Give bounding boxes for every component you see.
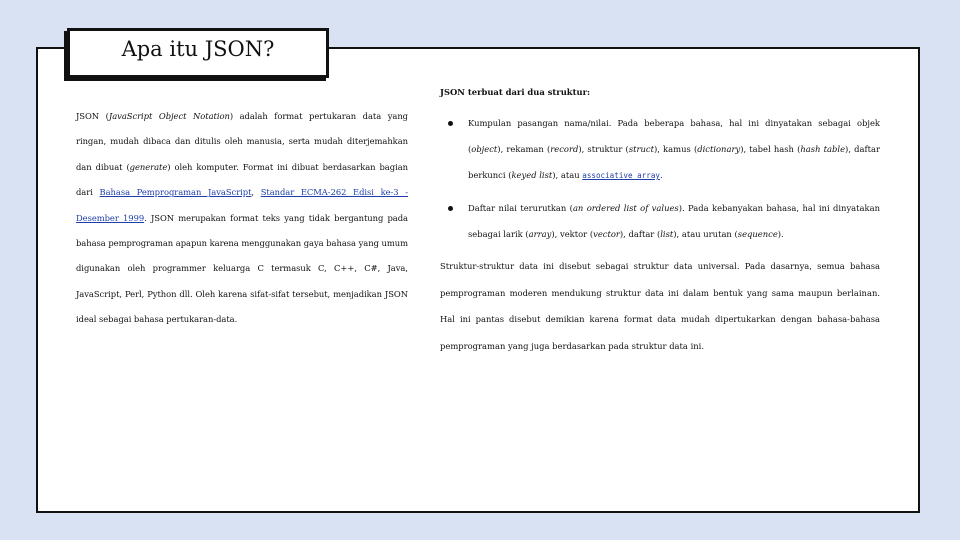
text-segment: Daftar nilai terurutkan ( — [468, 203, 573, 213]
generate-term: generate — [129, 161, 168, 172]
javascript-language-link[interactable]: Bahasa Pemprograman JavaScript — [99, 187, 252, 198]
italic-term: vector — [593, 229, 620, 239]
italic-term: object — [471, 144, 498, 154]
title-box — [67, 28, 329, 78]
structures-list — [440, 110, 880, 247]
list-item-ordered-values — [440, 195, 880, 247]
bullet-icon — [448, 121, 453, 126]
italic-term: hash table — [800, 144, 846, 154]
text-segment: ), kamus ( — [653, 144, 698, 154]
json-definition-paragraph — [76, 104, 408, 333]
text-segment: ), tabel hash ( — [740, 144, 801, 154]
text-segment: ), struktur ( — [578, 144, 629, 154]
text-segment: ), vektor ( — [551, 229, 594, 239]
text-segment: Kumpulan pasangan nama/nilai. Pada beberapa bahasa, hal ini dinyatakan sebagai objek ( — [468, 118, 880, 154]
italic-term: an ordered list of values — [572, 203, 679, 213]
italic-term: dictionary — [697, 144, 741, 154]
italic-term: list — [660, 229, 674, 239]
text-segment: ), daftar berkunci ( — [468, 144, 880, 180]
slide-title: Apa itu JSON? — [121, 37, 275, 61]
json-structures-section — [440, 80, 880, 359]
text-segment: . JSON merupakan format teks yang tidak bergantung pada bahasa pemprograman apapun karena menggunakan gaya bahasa yang umum digunakan oleh programmer keluarga C termasuk C, C++, C#, Java, JavaScript, Perl, Python dll. Oleh karena sifat-sifat tersebut, menjadikan JSON ideal sebagai bahasa pertukaran-data. — [76, 212, 408, 325]
italic-term: record — [550, 144, 579, 154]
text-segment: . — [659, 170, 663, 180]
ecma-standard-link[interactable]: Standar ECMA-262 Edisi ke-3 - Desember 1999 — [76, 187, 409, 223]
italic-term: struct — [628, 144, 654, 154]
text-segment: ), rekaman ( — [497, 144, 551, 154]
text-segment: ), daftar ( — [619, 229, 661, 239]
text-segment: ). Pada kebanyakan bahasa, hal ini dinyatakan sebagai larik ( — [468, 203, 880, 239]
json-full-name: JavaScript Object Notation — [108, 111, 230, 121]
italic-term: keyed list — [511, 170, 553, 180]
text-segment: ), atau — [552, 170, 583, 180]
text-segment: ), atau urutan ( — [673, 229, 738, 239]
bullet-icon — [448, 206, 453, 211]
text-segment: ( — [99, 111, 109, 121]
text-segment: ) adalah format pertukaran data yang ringan, mudah dibaca dan ditulis oleh manusia, serta mudah diterjemahkan dan dibuat ( — [76, 111, 408, 172]
italic-term: sequence — [737, 229, 778, 239]
list-item-name-value — [440, 110, 880, 189]
italic-term: array — [528, 229, 552, 239]
text-segment: , — [251, 187, 261, 198]
text-segment: ). — [777, 229, 784, 239]
structures-heading: JSON terbuat dari dua struktur: — [440, 87, 591, 97]
universal-structures-paragraph: Struktur-struktur data ini disebut sebagai struktur data universal. Pada dasarnya, semua bahasa pemprograman moderen mendukung struktur data ini dalam bentuk yang sama maupun berlainan. Hal ini pantas disebut demikian karena format data mudah dipertukarkan dengan bahasa-bahasa pemprograman yang juga berdasarkan pada struktur data ini. — [440, 261, 880, 351]
text-segment: ) oleh komputer. Format ini dibuat berdasarkan bagian dari — [76, 161, 408, 198]
associative-array-link[interactable]: associative array — [582, 171, 660, 180]
json-term: JSON — [76, 111, 100, 121]
